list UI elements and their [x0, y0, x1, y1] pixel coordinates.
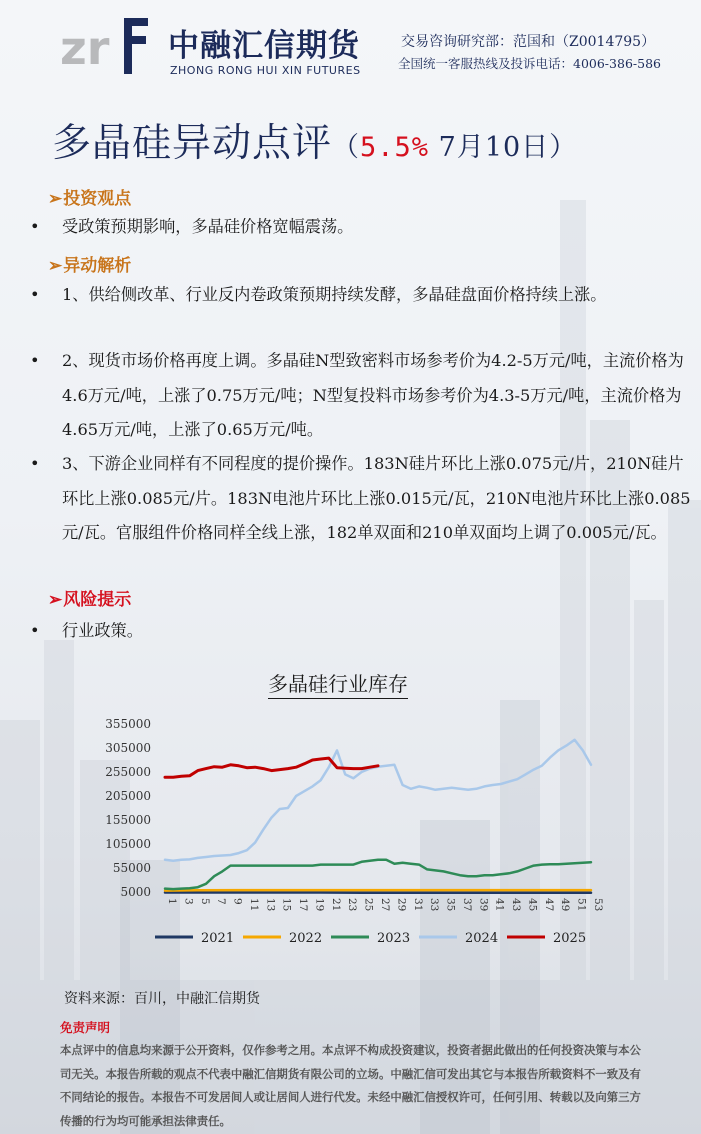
legend-label-2021: 2021	[201, 931, 235, 946]
analysis-text-1: 1、供给侧改革、行业反内卷政策预期持续发酵，多晶硅盘面价格持续上涨。	[62, 285, 607, 304]
y-tick-label: 305000	[105, 741, 151, 755]
section-heading-analysis	[48, 251, 131, 276]
x-tick-label: 1	[166, 898, 178, 905]
disclaimer-text: 本点评中的信息均来源于公开资料，仅作参考之用。本点评不构成投资建议，投资者据此做出的任何投资决策与本公司无关。本报告所载的观点不代表中融汇信期货有限公司的立场。中融汇信可发出其它与本报告所载资料不一致及有不同结论的报告。本报告不可发居间人或让居间人进行代发。未经中融汇信授权许可，任何引用、转载以及向第三方传播的行为均可能承担法律责任。	[60, 1043, 641, 1128]
x-tick-label: 45	[526, 898, 539, 912]
logo-company-name: 中融汇信期货	[168, 28, 360, 64]
y-tick-label: 355000	[105, 717, 151, 731]
section-heading-view-label: 投资观点	[63, 189, 132, 209]
y-tick-label: 155000	[105, 813, 151, 827]
bullet-icon: •	[30, 621, 40, 640]
bullet-icon: •	[30, 217, 40, 236]
analysis-point-2	[30, 344, 692, 448]
title-product: 多晶硅	[52, 121, 173, 166]
bullet-icon: •	[30, 351, 40, 370]
analysis-text-3: 3、下游企业同样有不同程度的提价操作。183N硅片环比上涨0.075元/片，210N硅片环比上涨0.085元/片。183N电池片环比上涨0.015元/瓦，210N电池片环比上涨0.085元/瓦。官服组件价格同样全线上涨，182单双面和210单双面均上调了0.005元/瓦。	[62, 454, 691, 542]
y-tick-label: 105000	[105, 837, 151, 851]
page-title	[52, 112, 577, 168]
disclaimer-title: 免责声明	[60, 1020, 111, 1035]
legend-label-2024: 2024	[465, 931, 499, 946]
logo-company-name-en: ZHONG RONG HUI XIN FUTURES	[170, 64, 361, 77]
x-tick-label: 25	[362, 898, 375, 912]
section-heading-risk-label: 风险提示	[63, 590, 132, 610]
x-tick-label: 49	[559, 898, 572, 912]
chart-title: 多晶硅行业库存	[268, 668, 408, 699]
section-heading-view	[48, 184, 131, 209]
series-line-2023	[165, 860, 591, 889]
analysis-point-3	[30, 447, 692, 551]
view-text: 受政策预期影响，多晶硅价格宽幅震荡。	[62, 217, 354, 236]
risk-paragraph	[30, 614, 692, 649]
x-tick-label: 33	[428, 898, 441, 912]
legend-label-2023: 2023	[377, 931, 411, 946]
x-tick-label: 19	[313, 898, 326, 912]
arrow-icon: ➢	[48, 256, 63, 276]
x-tick-label: 47	[542, 898, 555, 912]
legend-label-2025: 2025	[553, 931, 587, 946]
x-tick-label: 53	[592, 898, 604, 912]
y-tick-label: 205000	[105, 789, 151, 803]
hotline-info: 全国统一客服热线及投诉电话：4006-386-586	[398, 56, 661, 71]
x-tick-label: 21	[329, 898, 342, 912]
x-tick-label: 5	[198, 898, 211, 905]
bullet-icon: •	[30, 285, 40, 304]
x-tick-label: 23	[346, 898, 359, 912]
x-tick-label: 7	[215, 898, 228, 905]
risk-text: 行业政策。	[62, 621, 143, 640]
series-line-2022	[165, 890, 591, 891]
arrow-icon: ➢	[48, 590, 63, 610]
title-date: 7月10日）	[429, 132, 578, 163]
x-tick-label: 17	[297, 898, 310, 912]
x-tick-label: 31	[411, 898, 424, 912]
x-tick-label: 11	[247, 898, 260, 912]
x-tick-label: 41	[493, 898, 506, 912]
inventory-line-chart	[105, 656, 607, 958]
x-tick-label: 51	[575, 898, 588, 912]
x-tick-label: 27	[379, 898, 391, 912]
x-tick-label: 29	[395, 898, 408, 912]
data-source: 资料来源：百川，中融汇信期货	[64, 991, 260, 1007]
x-tick-label: 15	[280, 898, 293, 912]
analyst-info: 交易咨询研究部：范国和（Z0014795）	[401, 34, 656, 50]
bullet-icon: •	[30, 454, 40, 473]
analysis-point-1	[30, 278, 692, 313]
x-tick-label: 39	[477, 898, 490, 912]
x-tick-label: 13	[264, 898, 277, 912]
analysis-text-2: 2、现货市场价格再度上调。多晶硅N型致密料市场参考价为4.2-5万元/吨，主流价格为4.6万元/吨，上涨了0.75万元/吨；N型复投料市场参考价为4.3-5万元/吨，主流价格为4.65万元/吨，上涨了0.65万元/吨。	[62, 351, 684, 439]
section-heading-analysis-label: 异动解析	[63, 256, 132, 276]
title-change-pct: 5.5%	[360, 132, 430, 163]
title-paren: （	[332, 132, 361, 163]
logo-mark	[60, 18, 148, 75]
x-tick-label: 9	[231, 898, 244, 905]
x-tick-label: 35	[444, 898, 457, 912]
title-subject: 异动点评	[172, 121, 333, 166]
series-line-2024	[165, 740, 591, 861]
legend-label-2022: 2022	[289, 931, 323, 946]
y-tick-label: 255000	[105, 765, 151, 779]
x-tick-label: 43	[510, 898, 523, 912]
view-paragraph	[30, 210, 692, 245]
section-heading-risk	[48, 585, 131, 610]
x-tick-label: 37	[460, 898, 473, 912]
x-tick-label: 3	[182, 898, 195, 905]
y-tick-label: 5000	[120, 885, 151, 899]
svg-text:zr: zr	[60, 21, 110, 75]
company-logo	[60, 12, 150, 78]
y-tick-label: 55000	[112, 861, 151, 875]
arrow-icon: ➢	[48, 189, 63, 209]
